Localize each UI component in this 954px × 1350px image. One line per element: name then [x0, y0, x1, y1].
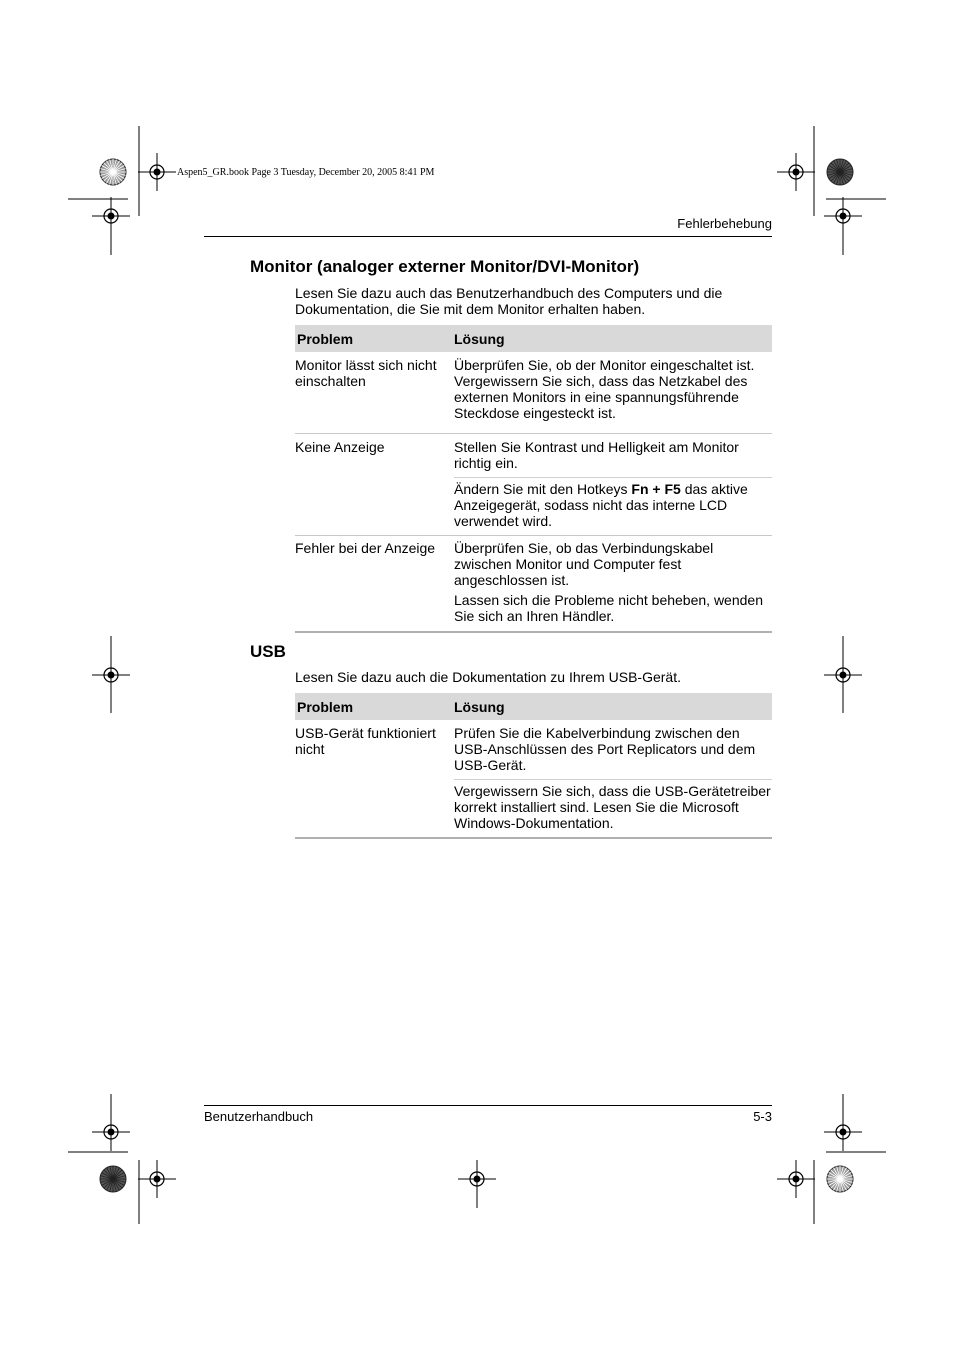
registration-crosshair-icon [777, 1160, 815, 1198]
registration-crosshair-icon [138, 1160, 176, 1198]
table-row [295, 434, 772, 536]
registration-crosshair-icon [138, 153, 176, 191]
solution-cell [454, 357, 772, 433]
solution-cell [454, 540, 772, 631]
solution-text: Prüfen Sie die Kabelverbindung zwischen den USB-Anschlüssen des Port Replicators und dem USB-Gerät. [454, 725, 756, 773]
solution-cell [454, 725, 772, 837]
column-header-problem: Problem [297, 330, 354, 347]
registration-starburst-icon [100, 159, 126, 185]
registration-starburst-icon [827, 159, 853, 185]
registration-starburst-icon [100, 1166, 126, 1192]
solution-text-before: Ändern Sie mit den Hotkeys [454, 481, 632, 497]
registration-crosshair-icon [458, 1160, 496, 1198]
running-head: Fehlerbehebung [677, 216, 772, 231]
column-header-solution: Lösung [454, 698, 505, 715]
solution-text-hotkey [454, 477, 772, 535]
section-heading-usb: USB [250, 642, 286, 661]
footer-rule [204, 1105, 772, 1106]
hotkey-label: Fn + F5 [631, 481, 681, 497]
registration-crosshair-icon [92, 197, 130, 235]
table-header [295, 693, 772, 720]
registration-crosshair-icon [824, 197, 862, 235]
solution-text: Vergewissern Sie sich, dass die USB-Gerätetreiber korrekt installiert sind. Lesen Sie die Microsoft Windows-Dokumentation. [454, 779, 772, 837]
solution-cell [454, 439, 772, 535]
page-number: 5-3 [753, 1109, 772, 1124]
book-slug: Aspen5_GR.book Page 3 Tuesday, December 20, 2005 8:41 PM [177, 167, 435, 178]
problem-cell: USB-Gerät funktioniert nicht [295, 725, 436, 757]
footer-title: Benutzerhandbuch [204, 1109, 314, 1124]
header-rule [204, 236, 772, 237]
registration-starburst-icon [827, 1166, 853, 1192]
section-heading-monitor: Monitor (analoger externer Monitor/DVI-Monitor) [250, 257, 640, 276]
column-header-problem: Problem [297, 698, 354, 715]
registration-crosshair-icon [777, 153, 815, 191]
solution-text-after: das aktive Anzeigegerät, sodass nicht das interne LCD verwendet wird. [454, 481, 748, 529]
solution-text: Überprüfen Sie, ob das Verbindungskabel zwischen Monitor und Computer fest angeschlossen ist. [454, 540, 714, 588]
table-row [295, 536, 772, 633]
section-intro-usb: Lesen Sie dazu auch die Dokumentation zu Ihrem USB-Gerät. [295, 669, 681, 685]
solution-text: Stellen Sie Kontrast und Helligkeit am Monitor richtig ein. [454, 439, 739, 471]
solution-text: Lassen sich die Probleme nicht beheben, wenden Sie sich an Ihren Händler. [454, 592, 763, 624]
table-header [295, 325, 772, 352]
problem-cell: Fehler bei der Anzeige [295, 540, 436, 556]
table-row [295, 352, 772, 434]
monitor-table [295, 325, 772, 633]
problem-cell: Keine Anzeige [295, 439, 385, 455]
table-row [295, 720, 772, 839]
section-intro-monitor: Lesen Sie dazu auch das Benutzerhandbuch des Computers und die Dokumentation, die Sie mit dem Monitor erhalten haben. [295, 285, 723, 317]
problem-cell: Monitor lässt sich nicht einschalten [295, 357, 437, 389]
usb-table [295, 693, 772, 839]
column-header-solution: Lösung [454, 330, 505, 347]
solution-text: Überprüfen Sie, ob der Monitor eingeschaltet ist. Vergewissern Sie sich, dass das Netzkabel des externen Monitors in eine spannungsführende Steckdose eingesteckt ist. [454, 357, 755, 421]
